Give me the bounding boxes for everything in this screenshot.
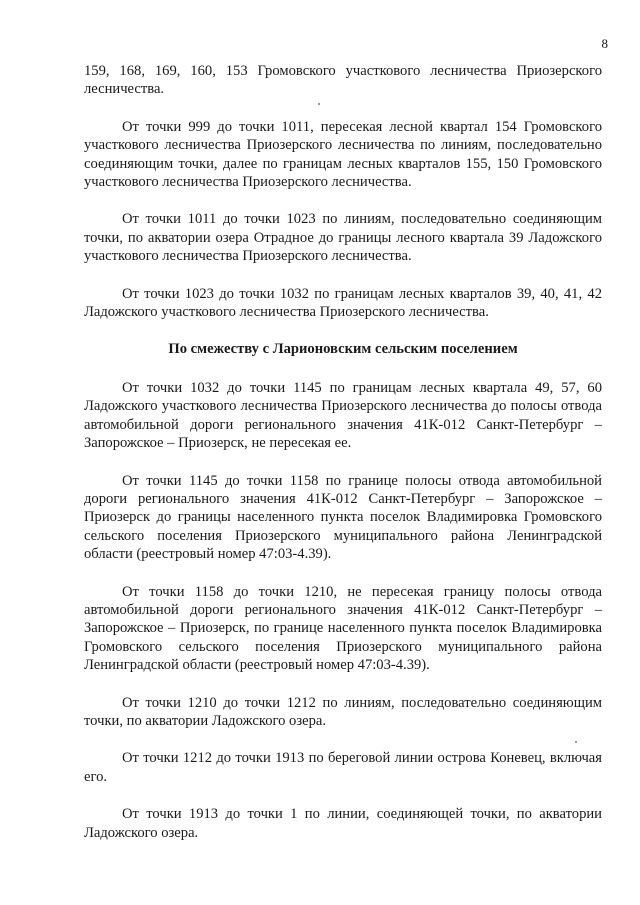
paragraph-1913-1: От точки 1913 до точки 1 по линии, соединяющей точки, по акватории Ладожского озера. bbox=[84, 806, 602, 841]
paragraph-1032-1145: От точки 1032 до точки 1145 по границам лесных квартала 49, 57, 60 Ладожского участкового лесничества Приозерского лесничества до полосы отвода автомобильной дороги регионального значения 41К-012 Санкт-Петербург – Запорожское – Приозерск, не пересекая ее. bbox=[84, 379, 602, 452]
paragraph-999-1011: От точки 999 до точки 1011, пересекая лесной квартал 154 Громовского участкового лесничества Приозерского лесничества по линиям, последовательно соединяющим точки, далее по границам лесных кварталов 155, 150 Громовского участкового лесничества Приозерского лесничества. bbox=[84, 118, 602, 191]
paragraph-1011-1023: От точки 1011 до точки 1023 по линиям, последовательно соединяющим точки, по акватории озера Отрадное до границы лесного квартала 39 Ладожского участкового лесничества Приозерского лесничества. bbox=[84, 211, 602, 265]
document-body bbox=[84, 62, 602, 861]
section-heading: По смежеству с Ларионовским сельским поселением bbox=[168, 341, 518, 358]
paragraph-1210-1212: От точки 1210 до точки 1212 по линиям, последовательно соединяющим точки, по акватории Ладожского озера. bbox=[84, 694, 602, 729]
page-number: 8 bbox=[601, 36, 608, 51]
scan-speck bbox=[318, 103, 320, 105]
scan-speck bbox=[575, 741, 577, 743]
paragraph-1145-1158: От точки 1145 до точки 1158 по границе полосы отвода автомобильной дороги регионального значения 41К-012 Санкт-Петербург – Запорожское – Приозерск до границы населенного пункта поселок Владимировка Громовского сельского поселения Приозерского муниципального района Ленинградской области (реестровый номер 47:03-4.39). bbox=[84, 472, 602, 563]
paragraph-1212-1913: От точки 1212 до точки 1913 по береговой линии острова Коневец, включая его. bbox=[84, 750, 602, 785]
paragraph-continuation: 159, 168, 169, 160, 153 Громовского участкового лесничества Приозерского лесничества. bbox=[84, 63, 602, 98]
paragraph-1158-1210: От точки 1158 до точки 1210, не пересекая границу полосы отвода автомобильной дороги регионального значения 41К-012 Санкт-Петербург – Запорожское – Приозерск, по границе населенного пункта поселок Владимировка Громовского сельского поселения Приозерского муниципального района Ленинградской области (реестровый номер 47:03-4.39). bbox=[84, 583, 602, 674]
paragraph-1023-1032: От точки 1023 до точки 1032 по границам лесных кварталов 39, 40, 41, 42 Ладожского участкового лесничества Приозерского лесничества. bbox=[84, 285, 602, 321]
